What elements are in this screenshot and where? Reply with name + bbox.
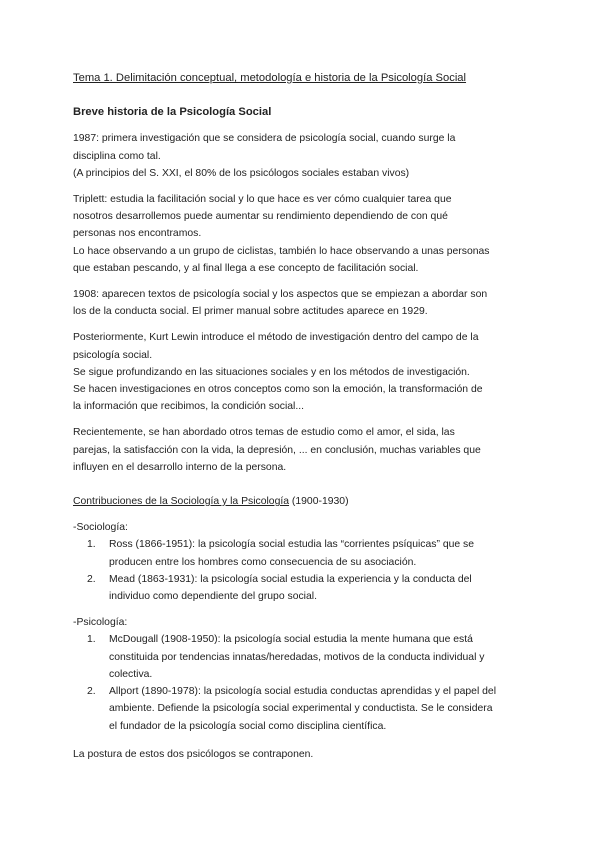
list-item-line: Mead (1863-1931): la psicología social estudia la experiencia y la conducta del bbox=[109, 573, 472, 585]
paragraph-line: Posteriormente, Kurt Lewin introduce el método de investigación dentro del campo de la bbox=[73, 332, 479, 344]
list-item bbox=[87, 683, 533, 735]
paragraph-line: nosotros desarrollemos puede aumentar su rendimiento dependiendo de con qué bbox=[73, 211, 448, 223]
list-number: 2. bbox=[87, 686, 96, 698]
paragraph-line: personas nos encontramos. bbox=[73, 228, 202, 240]
document-body bbox=[73, 70, 533, 763]
list-item bbox=[87, 571, 533, 605]
list-item-line: ambiente. Defiende la psicología social experimental y conductista. Se le considera bbox=[109, 703, 493, 715]
paragraph-lewin bbox=[73, 329, 533, 415]
section-heading: Breve historia de la Psicología Social bbox=[73, 106, 272, 119]
section-title-years: (1900-1930) bbox=[289, 496, 349, 508]
paragraph-line: influyen en el desarrollo interno de la persona. bbox=[73, 461, 287, 473]
group-label-psicologia: -Psicología: bbox=[73, 617, 128, 629]
list-number: 1. bbox=[87, 539, 96, 551]
paragraph-line: parejas, la satisfacción con la vida, la depresión, ... en conclusión, muchas variables que bbox=[73, 444, 481, 456]
list-item-line: constituida por tendencias innatas/heredadas, motivos de la conducta individual y bbox=[109, 651, 485, 663]
paragraph-line: Se sigue profundizando en las situaciones sociales y en los métodos de investigación. bbox=[73, 366, 470, 378]
list-number: 1. bbox=[87, 634, 96, 646]
list-psicologia bbox=[73, 631, 533, 734]
paragraph-line: la información que recibimos, la condición social... bbox=[73, 401, 305, 413]
list-item-line: Ross (1866-1951): la psicología social estudia las “corrientes psíquicas” que se bbox=[109, 539, 475, 551]
list-sociologia bbox=[73, 536, 533, 605]
list-item-line: producen entre los hombres como consecuencia de su asociación. bbox=[109, 556, 417, 568]
document-title: Tema 1. Delimitación conceptual, metodología e historia de la Psicología Social bbox=[73, 72, 467, 84]
paragraph-line: (A principios del S. XXI, el 80% de los psicólogos sociales estaban vivos) bbox=[73, 167, 410, 179]
list-item-line: el fundador de la psicología social como disciplina científica. bbox=[109, 720, 387, 732]
paragraph-1987 bbox=[73, 130, 533, 182]
paragraph-line: 1987: primera investigación que se considera de psicología social, cuando surge la bbox=[73, 133, 456, 145]
group-label-sociologia: -Sociología: bbox=[73, 522, 128, 534]
section-title-contribuciones bbox=[73, 493, 533, 510]
list-number: 2. bbox=[87, 573, 96, 585]
list-item-line: McDougall (1908-1950): la psicología social estudia la mente humana que está bbox=[109, 634, 473, 646]
list-item bbox=[87, 536, 533, 570]
paragraph-1908 bbox=[73, 286, 533, 320]
list-item-line: Allport (1890-1978): la psicología social estudia conductas aprendidas y el papel del bbox=[109, 686, 497, 698]
paragraph-line: Lo hace observando a un grupo de ciclistas, también lo hace observando a unas personas bbox=[73, 245, 490, 257]
paragraph-line: psicología social. bbox=[73, 349, 153, 361]
section-title-underlined: Contribuciones de la Sociología y la Psicología bbox=[73, 496, 290, 508]
paragraph-line: Recientemente, se han abordado otros temas de estudio como el amor, el sida, las bbox=[73, 427, 455, 439]
paragraph-recientemente bbox=[73, 424, 533, 476]
paragraph-line: disciplina como tal. bbox=[73, 150, 161, 162]
list-item-line: individuo como dependiente del grupo social. bbox=[109, 591, 317, 603]
paragraph-line: que estaban pescando, y al final llega a ese concepto de facilitación social. bbox=[73, 262, 419, 274]
paragraph-triplett bbox=[73, 191, 533, 277]
list-item bbox=[87, 631, 533, 683]
paragraph-line: los de la conducta social. El primer manual sobre actitudes aparece en 1929. bbox=[73, 306, 428, 318]
list-item-line: colectiva. bbox=[109, 668, 153, 680]
paragraph-line: Se hacen investigaciones en otros conceptos como son la emoción, la transformación de bbox=[73, 384, 483, 396]
paragraph-line: Triplett: estudia la facilitación social y lo que hace es ver cómo cualquier tarea que bbox=[73, 194, 452, 206]
closing-sentence: La postura de estos dos psicólogos se contraponen. bbox=[73, 748, 314, 760]
paragraph-line: 1908: aparecen textos de psicología social y los aspectos que se empiezan a abordar son bbox=[73, 289, 488, 301]
